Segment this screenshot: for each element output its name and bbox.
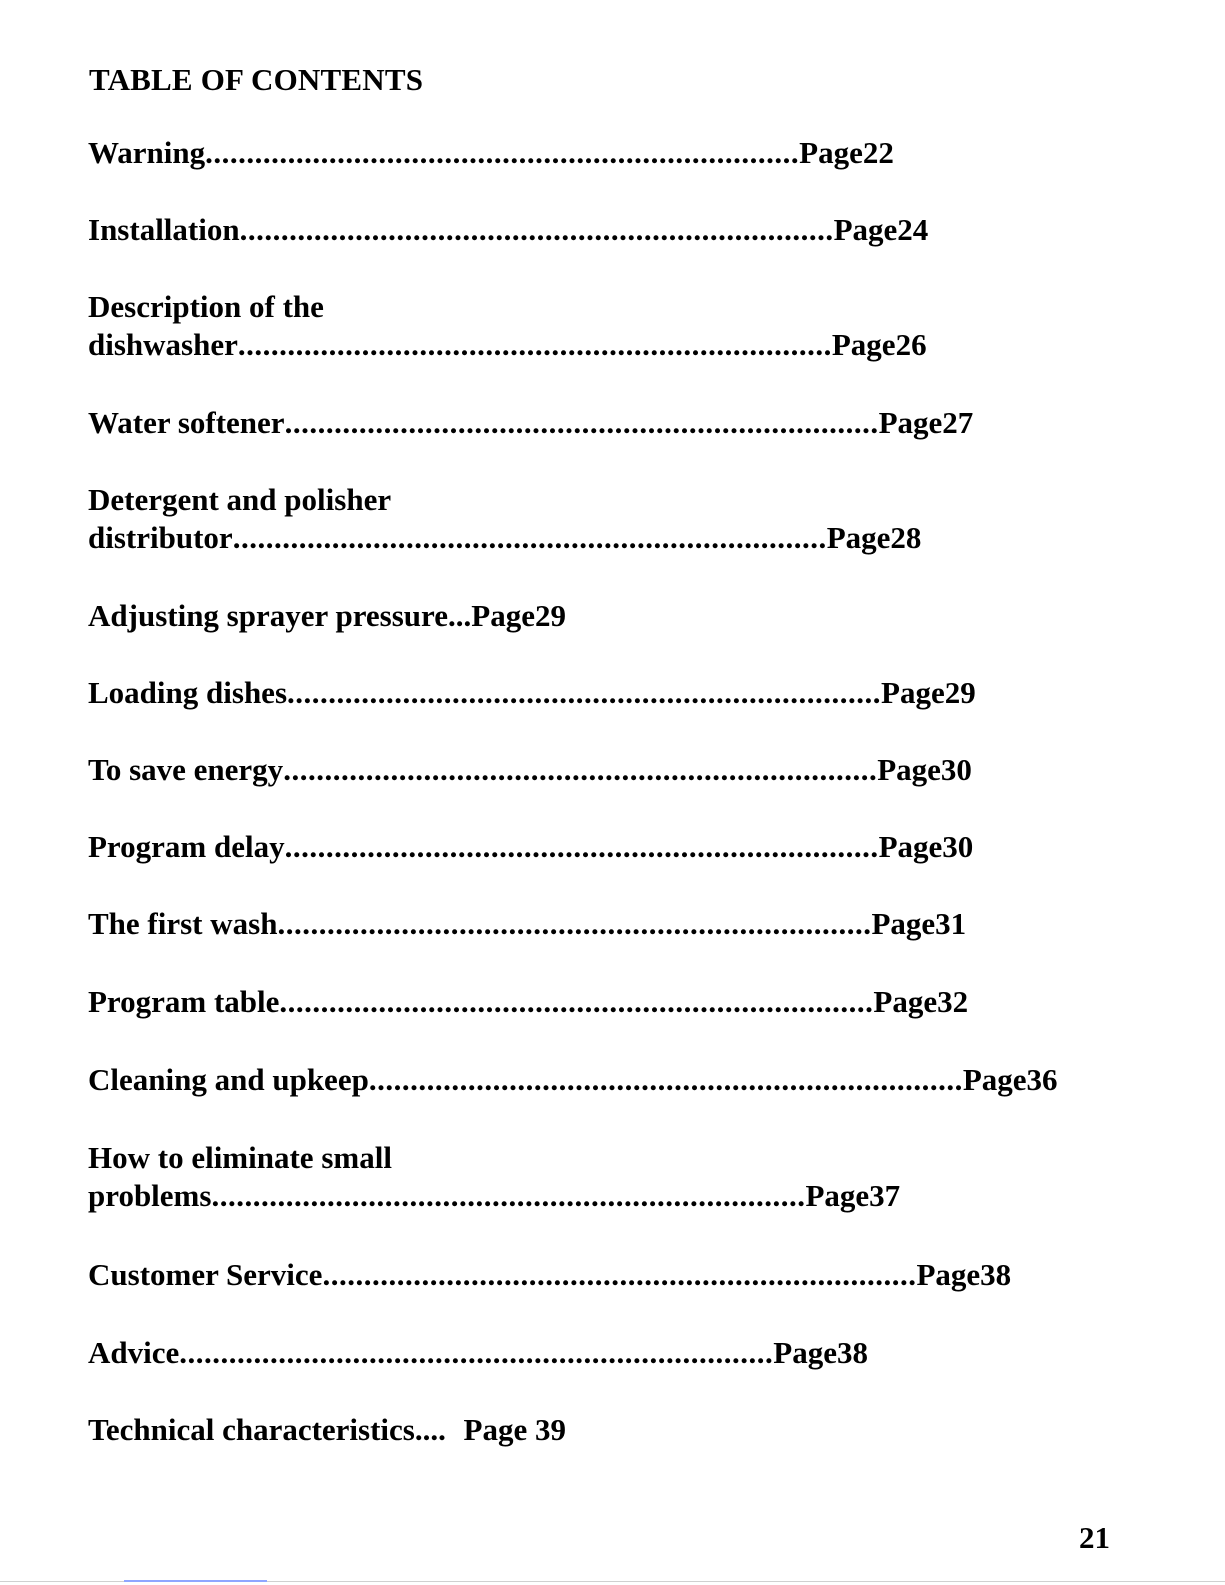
toc-entry[interactable] xyxy=(88,674,976,712)
dot-leader: ........................................................................ xyxy=(322,1257,917,1292)
toc-entry-page: Page29 xyxy=(471,598,566,633)
toc-entry-label: Technical characteristics.... xyxy=(88,1412,446,1447)
page-number: 21 xyxy=(1079,1520,1110,1555)
toc-entry-page: Page30 xyxy=(878,829,974,864)
dot-leader: ........................................................................ xyxy=(287,675,882,710)
toc-entry[interactable] xyxy=(88,288,927,364)
toc-entry-page: Page22 xyxy=(799,135,894,170)
toc-entry[interactable] xyxy=(88,983,969,1021)
toc-entry-page: Page37 xyxy=(805,1178,901,1213)
toc-entry[interactable] xyxy=(88,1256,1012,1294)
toc-entry-label: The first wash xyxy=(88,906,278,941)
toc-entry[interactable] xyxy=(88,134,894,172)
toc-entry[interactable] xyxy=(88,404,974,442)
dot-leader: ........................................................................ xyxy=(368,1062,963,1097)
toc-entry[interactable] xyxy=(88,751,972,789)
scan-edge-mark xyxy=(124,1580,267,1582)
toc-entry-label: Program table xyxy=(88,984,280,1019)
toc-entry-page: Page28 xyxy=(826,520,922,555)
toc-entry-page: Page30 xyxy=(877,752,972,787)
dot-leader: ........................................................................ xyxy=(279,984,874,1019)
toc-entry-first-line: Description of the xyxy=(88,289,324,324)
toc-entry-label: Cleaning and upkeep xyxy=(88,1062,369,1097)
toc-entry-label: Installation xyxy=(88,212,240,247)
toc-entry-label: To save energy xyxy=(88,752,284,787)
dot-leader: ........................................................................ xyxy=(211,1178,806,1213)
dot-leader: ........................................................................ xyxy=(284,829,879,864)
toc-entry-page: Page 39 xyxy=(463,1412,566,1447)
toc-entry[interactable] xyxy=(88,1334,868,1372)
dot-leader: ........................................................................ xyxy=(239,212,834,247)
dot-leader: ........................................................................ xyxy=(205,135,800,170)
toc-title: TABLE OF CONTENTS xyxy=(89,62,424,97)
dot-leader: ........................................................................ xyxy=(237,327,832,362)
toc-entry-label: problems xyxy=(88,1178,212,1213)
dot-leader: ........................................................................ xyxy=(179,1335,774,1370)
toc-entry[interactable] xyxy=(88,597,566,635)
toc-entry-label: Customer Service xyxy=(88,1257,323,1292)
toc-entry[interactable] xyxy=(88,1139,901,1215)
toc-entry[interactable] xyxy=(88,1411,566,1449)
dot-leader: ........................................................................ xyxy=(232,520,827,555)
toc-entry-label: Warning xyxy=(88,135,206,170)
toc-entry[interactable] xyxy=(88,905,967,943)
toc-entry-label: Advice xyxy=(88,1335,180,1370)
toc-entry[interactable] xyxy=(88,828,974,866)
toc-entry-page: Page38 xyxy=(773,1335,868,1370)
toc-entry[interactable] xyxy=(88,481,922,557)
toc-entry-page: Page38 xyxy=(916,1257,1012,1292)
toc-entry-label: distributor xyxy=(88,520,233,555)
toc-entry-first-line: Detergent and polisher xyxy=(88,482,392,517)
dot-leader: ........................................................................ xyxy=(277,906,872,941)
toc-entry-page: Page24 xyxy=(833,212,929,247)
toc-entry-page: Page26 xyxy=(831,327,927,362)
dot-leader: ........................................................................ xyxy=(283,752,878,787)
toc-entry[interactable] xyxy=(88,211,929,249)
toc-entry-page: Page27 xyxy=(878,405,974,440)
toc-entry-page: Page36 xyxy=(962,1062,1058,1097)
toc-entry-label: dishwasher xyxy=(88,327,238,362)
toc-entry-label: Program delay xyxy=(88,829,285,864)
toc-entry-first-line: How to eliminate small xyxy=(88,1140,392,1175)
dot-leader: ........................................................................ xyxy=(284,405,879,440)
toc-entry-label: Adjusting sprayer pressure... xyxy=(88,598,472,633)
toc-entry-label: Loading dishes xyxy=(88,675,288,710)
toc-entry-label: Water softener xyxy=(88,405,285,440)
toc-entry-page: Page31 xyxy=(871,906,967,941)
toc-entry[interactable] xyxy=(88,1061,1058,1099)
toc-entry-page: Page29 xyxy=(881,675,976,710)
toc-entry-page: Page32 xyxy=(873,984,969,1019)
